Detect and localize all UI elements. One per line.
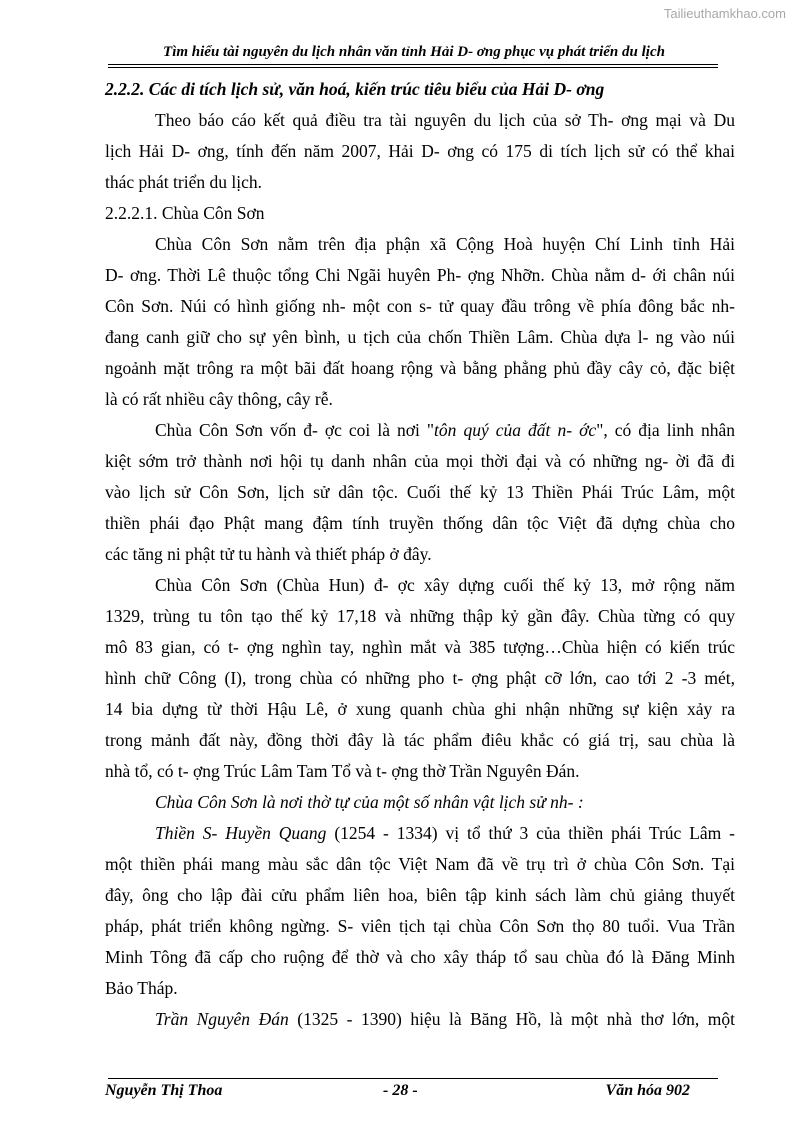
paragraph-line: 1329, trùng tu tôn tạo thế kỷ 17,18 và những thập kỷ gần đây. Chùa từng có quy: [105, 606, 735, 626]
header-rule-double: [108, 67, 718, 68]
person-name: Thiền S- Huyền Quang: [155, 823, 327, 843]
paragraph-line: Côn Sơn. Núi có hình giống nh- một con s- tử quay đầu trông về phía đông bắc nh-: [105, 296, 735, 316]
section-heading: 2.2.2. Các di tích lịch sử, văn hoá, kiến trúc tiêu biểu của Hải D- ơng: [105, 79, 605, 99]
italic-lead-line: Chùa Côn Sơn là nơi thờ tự của một số nhân vật lịch sử nh- :: [155, 792, 584, 812]
intro-line: lịch Hải D- ơng, tính đến năm 2007, Hải D- ơng có 175 di tích lịch sử có thể khai: [105, 141, 735, 161]
paragraph-line: [105, 415, 735, 446]
paragraph-line: Bảo Tháp.: [105, 978, 178, 998]
text-run: Chùa Côn Sơn vốn đ- ợc coi là nơi ": [155, 420, 435, 440]
page-body: [105, 74, 735, 1035]
intro-line: Theo báo cáo kết quả điều tra tài nguyên du lịch của sở Th- ơng mại và Du: [155, 110, 735, 130]
paragraph-line: các tăng ni phật tử tu hành và thiết pháp ở đây.: [105, 544, 432, 564]
paragraph-line: ngoảnh mặt trông ra một bãi đất hoang rộng và bằng phẳng phủ đầy cây cỏ, đặc biệt: [105, 358, 735, 378]
paragraph-line: [105, 818, 735, 849]
running-header: Tìm hiểu tài nguyên du lịch nhân văn tỉnh Hải D- ơng phục vụ phát triển du lịch: [163, 44, 665, 60]
watermark: Tailieuthamkhao.com: [663, 6, 786, 21]
paragraph-line: mô 83 gian, có t- ợng nghìn tay, nghìn mắt và 385 tượng…Chùa hiện có kiến trúc: [105, 637, 735, 657]
page-number: - 28 -: [383, 1082, 418, 1099]
paragraph-line: Minh Tông đã cấp cho ruộng để thờ và cho xây tháp tổ sau chùa đó là Đăng Minh: [105, 947, 735, 967]
text-run: (1325 - 1390) hiệu là Băng Hồ, là một nhà thơ lớn, một: [288, 1009, 735, 1029]
quoted-phrase: tôn quý của đất n- ớc: [434, 420, 597, 440]
header-rule: [108, 64, 718, 65]
paragraph-line: Chùa Côn Sơn (Chùa Hun) đ- ợc xây dựng cuối thế kỷ 13, mở rộng năm: [155, 575, 735, 595]
paragraph-line: D- ơng. Thời Lê thuộc tổng Chi Ngãi huyên Ph- ợng Nhỡn. Chùa nằm d- ới chân núi: [105, 265, 735, 285]
person-name: Trần Nguyên Đán: [155, 1009, 289, 1029]
footer-author: Nguyễn Thị Thoa: [105, 1082, 223, 1099]
footer-course: Văn hóa 902: [605, 1082, 690, 1099]
paragraph-line: là có rất nhiều cây thông, cây rễ.: [105, 389, 333, 409]
paragraph-line: hình chữ Công (I), trong chùa có những pho t- ợng phật cỡ lớn, cao tới 2 -3 mét,: [105, 668, 735, 688]
paragraph-line: đây, ông cho lập đài cửu phẩm liên hoa, biên tập kinh sách làm chủ giảng thuyết: [105, 885, 735, 905]
paragraph-line: trong mảnh đất này, đồng thời đây là tác phẩm điêu khắc có giá trị, sau chùa là: [105, 730, 735, 750]
paragraph-line: một thiền phái mang màu sắc dân tộc Việt Nam đã về trụ trì ở chùa Côn Sơn. Tại: [105, 854, 735, 874]
footer-rule: [108, 1078, 718, 1079]
paragraph-line: vào lịch sử Côn Sơn, lịch sử dân tộc. Cuối thế kỷ 13 Thiền Phái Trúc Lâm, một: [105, 482, 735, 502]
paragraph-line: kiệt sớm trở thành nơi hội tụ danh nhân của mọi thời đại và có những ng- ời đã đi: [105, 451, 735, 471]
paragraph-line: [105, 1004, 735, 1035]
paragraph-line: 14 bia dựng từ thời Hậu Lê, ở xung quanh chùa ghi nhận những sự kiện xảy ra: [105, 699, 735, 719]
text-run: ", có địa linh nhân: [596, 420, 735, 440]
paragraph-line: thiền phái đạo Phật mang đậm tính truyền thống dân tộc Việt đã dựng chùa cho: [105, 513, 735, 533]
subsection-heading: 2.2.2.1. Chùa Côn Sơn: [105, 203, 265, 223]
intro-line: thác phát triển du lịch.: [105, 172, 262, 192]
paragraph-line: nhà tổ, có t- ợng Trúc Lâm Tam Tổ và t- ợng thờ Trần Nguyên Đán.: [105, 761, 580, 781]
paragraph-line: đang canh giữ cho sự yên bình, u tịch của chốn Thiền Lâm. Chùa dựa l- ng vào núi: [105, 327, 735, 347]
paragraph-line: pháp, phát triển không ngừng. S- viên tịch tại chùa Côn Sơn thọ 80 tuổi. Vua Trần: [105, 916, 735, 936]
text-run: (1254 - 1334) vị tổ thứ 3 của thiền phái Trúc Lâm -: [326, 823, 735, 843]
page-footer: [105, 1082, 720, 1106]
paragraph-line: Chùa Côn Sơn nằm trên địa phận xã Cộng Hoà huyện Chí Linh tỉnh Hải: [155, 234, 735, 254]
